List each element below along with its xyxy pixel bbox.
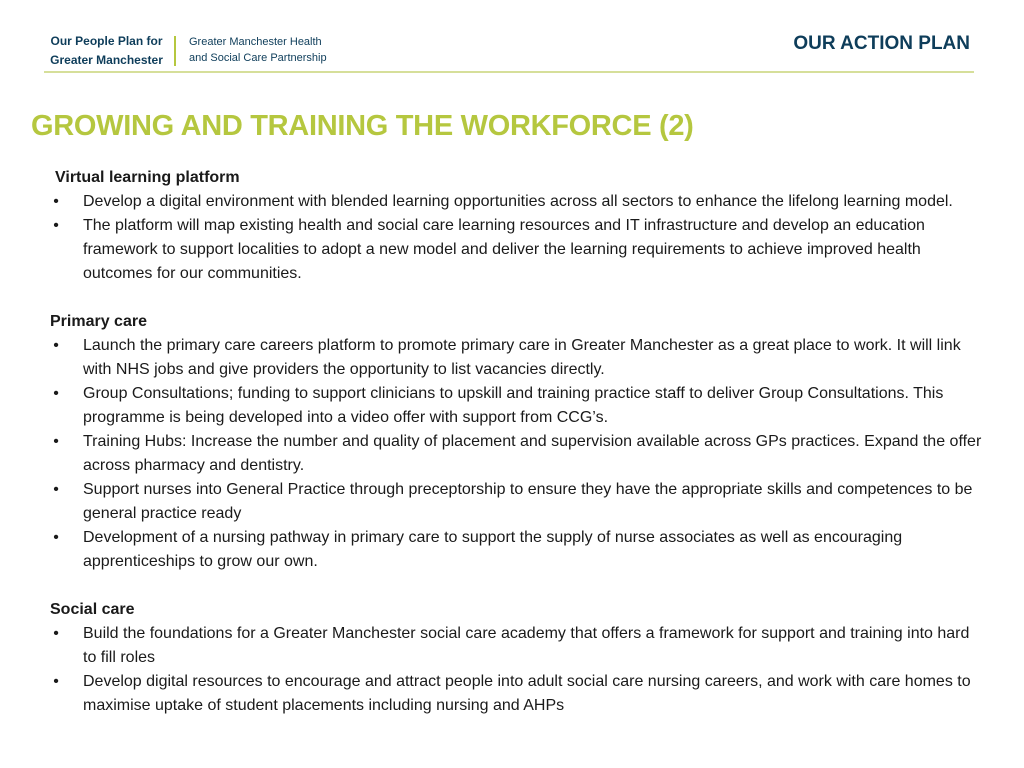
list-item	[50, 190, 985, 214]
partner-line-2: and Social Care Partnership	[189, 52, 327, 64]
bullet-icon: •	[53, 529, 59, 546]
bullet-icon: •	[53, 625, 59, 642]
list-item-text: Training Hubs: Increase the number and quality of placement and supervision available across GPs practices. Expand the offer across pharmacy and dentistry.	[83, 433, 982, 474]
list-item-text: Group Consultations; funding to support clinicians to upskill and training practice staff to deliver Group Consultations. This programme is being developed into a video offer with support from CCG’s.	[83, 385, 944, 426]
bullet-icon: •	[53, 673, 59, 690]
section-heading: Virtual learning platform	[55, 169, 240, 186]
section-virtual-learning	[50, 166, 985, 286]
section-primary-care	[50, 310, 985, 574]
page-title: GROWING AND TRAINING THE WORKFORCE (2)	[31, 110, 694, 142]
logo-divider	[174, 36, 176, 66]
list-item	[50, 382, 985, 430]
bullet-icon: •	[53, 217, 59, 234]
list-item-text: Support nurses into General Practice through preceptorship to ensure they have the appropriate skills and competences to be general practice ready	[83, 481, 973, 522]
slide-content	[50, 166, 985, 718]
list-item-text: Development of a nursing pathway in primary care to support the supply of nurse associates as well as encouraging apprenticeships to grow our own.	[83, 529, 903, 570]
list-item-text: Build the foundations for a Greater Manchester social care academy that offers a framework for support and training into hard to fill roles	[83, 625, 970, 666]
logo-line-2: Greater Manchester	[50, 53, 163, 67]
list-item	[50, 478, 985, 526]
list-item-text: Develop digital resources to encourage and attract people into adult social care nursing careers, and work with care homes to maximise uptake of student placements including nursing and AHPs	[83, 673, 971, 714]
logo-line-1: Our People Plan for	[50, 34, 163, 48]
bullet-icon: •	[53, 481, 59, 498]
list-item	[50, 526, 985, 574]
list-item	[50, 430, 985, 478]
list-item	[50, 670, 985, 718]
bullet-icon: •	[53, 193, 59, 210]
section-heading: Primary care	[50, 313, 147, 330]
list-item-text: Develop a digital environment with blended learning opportunities across all sectors to enhance the lifelong learning model.	[83, 193, 953, 210]
list-item	[50, 214, 985, 286]
header-rule	[44, 71, 974, 73]
partnership-logo	[189, 34, 327, 66]
bullet-list	[50, 334, 985, 574]
list-item-text: Launch the primary care careers platform to promote primary care in Greater Manchester as a great place to work. It will link with NHS jobs and give providers the opportunity to list vacancies directly.	[83, 337, 961, 378]
section-social-care	[50, 598, 985, 718]
section-label: OUR ACTION PLAN	[793, 33, 970, 54]
list-item	[50, 622, 985, 670]
bullet-icon: •	[53, 337, 59, 354]
bullet-icon: •	[53, 385, 59, 402]
partner-line-1: Greater Manchester Health	[189, 36, 322, 48]
bullet-list	[50, 190, 985, 286]
people-plan-logo	[44, 32, 169, 70]
bullet-list	[50, 622, 985, 718]
bullet-icon: •	[53, 433, 59, 450]
list-item	[50, 334, 985, 382]
list-item-text: The platform will map existing health and social care learning resources and IT infrastructure and develop an education framework to support localities to adopt a new model and deliver the learning requirements to achieve improved health outcomes for our communities.	[83, 217, 925, 282]
section-heading: Social care	[50, 601, 135, 618]
